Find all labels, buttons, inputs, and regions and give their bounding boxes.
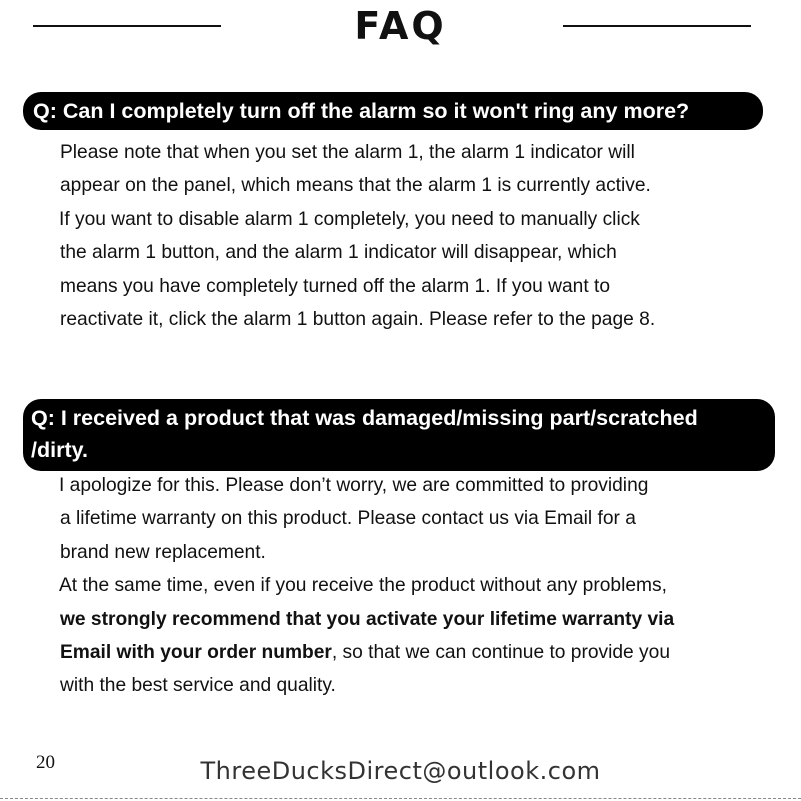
answer-text: with the best service and quality. — [60, 675, 336, 697]
answer-line — [60, 303, 780, 336]
answer-text: reactivate it, click the alarm 1 button again. Please refer to the page 8. — [60, 309, 656, 331]
answer-emphasis: we strongly recommend that you activate your lifetime warranty via — [60, 608, 675, 630]
answer-line — [60, 169, 780, 202]
answer-line — [60, 603, 780, 636]
faq-answer-1 — [60, 136, 780, 336]
answer-emphasis: Email with your order number — [60, 642, 332, 664]
answer-text: a lifetime warranty on this product. Please contact us via Email for a — [60, 508, 636, 530]
page-title: FAQ — [354, 4, 447, 48]
title-rule-right — [563, 25, 751, 27]
answer-line — [60, 502, 780, 535]
answer-text: means you have completely turned off the alarm 1. If you want to — [60, 275, 610, 297]
answer-line — [59, 469, 780, 502]
answer-text: If you want to disable alarm 1 completely, you need to manually click — [59, 208, 640, 230]
question-line: /dirty. — [31, 438, 88, 462]
question-line: Q: Can I completely turn off the alarm so it won't ring any more? — [33, 99, 690, 123]
answer-line — [59, 203, 780, 236]
answer-line — [60, 636, 780, 669]
answer-text: At the same time, even if you receive the product without any problems, — [59, 575, 667, 597]
answer-text: brand new replacement. — [60, 541, 266, 563]
answer-line — [60, 236, 780, 269]
answer-text: I apologize for this. Please don’t worry, we are committed to providing — [59, 475, 649, 496]
answer-line — [60, 669, 780, 702]
answer-text: the alarm 1 button, and the alarm 1 indicator will disappear, which — [60, 242, 617, 264]
faq-answer-2 — [60, 469, 780, 703]
answer-line — [59, 569, 780, 602]
answer-line — [60, 536, 780, 569]
faq-question-2 — [23, 399, 775, 471]
faq-question-1 — [23, 92, 763, 130]
answer-text: appear on the panel, which means that the alarm 1 is currently active. — [60, 175, 651, 197]
answer-text: Please note that when you set the alarm 1, the alarm 1 indicator will — [60, 142, 635, 163]
contact-email: ThreeDucksDirect@outlook.com — [200, 757, 601, 785]
answer-line — [60, 270, 780, 303]
answer-text: , so that we can continue to provide you — [331, 642, 670, 664]
question-line: Q: I received a product that was damaged/missing part/scratched — [31, 406, 698, 430]
page-number: 20 — [36, 752, 55, 773]
answer-line — [60, 136, 780, 169]
